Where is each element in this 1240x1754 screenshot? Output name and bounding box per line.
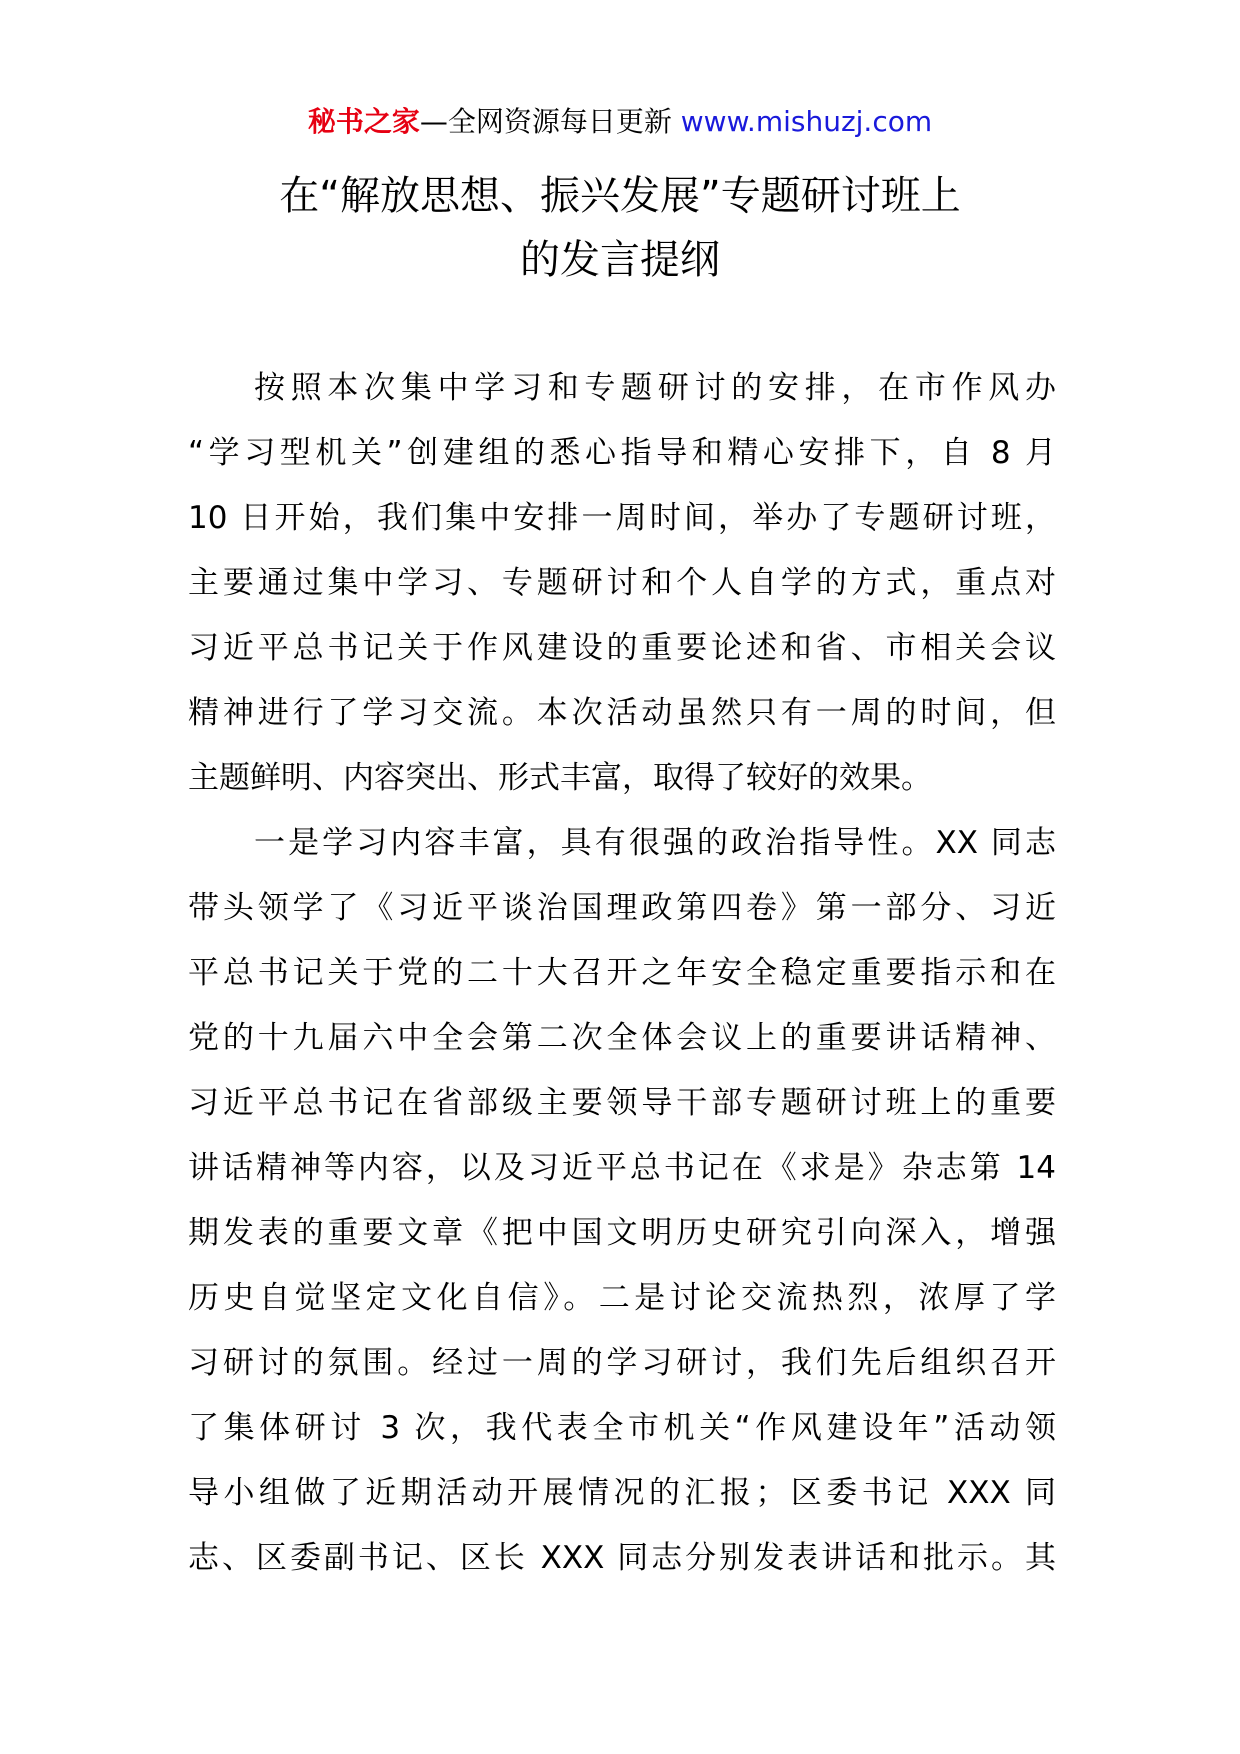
body-line: 主要通过集中学习、专题研讨和个人自学的方式，重点对 [188,565,1056,601]
site-url[interactable]: www.mishuzj.com [680,105,933,138]
body-line: 一是学习内容丰富，具有很强的政治指导性。XX 同志 [254,825,1056,861]
title-line-1: 在“解放思想、振兴发展”专题研讨班上 [279,173,961,219]
body-line: 讲话精神等内容，以及习近平总书记在《求是》杂志第 14 [188,1150,1056,1186]
body-line: 按照本次集中学习和专题研讨的安排，在市作风办 [254,370,1056,406]
body-line: 习近平总书记关于作风建设的重要论述和省、市相关会议 [188,630,1056,666]
body-line: 历史自觉坚定文化自信》。二是讨论交流热烈，浓厚了学 [188,1280,1056,1316]
body-line: 精神进行了学习交流。本次活动虽然只有一周的时间，但 [188,695,1056,731]
body-line: 志、区委副书记、区长 XXX 同志分别发表讲话和批示。其 [188,1540,1056,1576]
body-line: 主题鲜明、内容突出、形式丰富，取得了较好的效果。 [188,760,932,796]
body-line: 习近平总书记在省部级主要领导干部专题研讨班上的重要 [188,1085,1056,1121]
body-line: 习研讨的氛围。经过一周的学习研讨，我们先后组织召开 [188,1345,1056,1381]
body-line: “学习型机关”创建组的悉心指导和精心安排下，自 8 月 [188,435,1056,471]
title-line-2: 的发言提纲 [520,237,720,283]
body-line: 带头领学了《习近平谈治国理政第四卷》第一部分、习近 [188,890,1056,926]
body-line: 导小组做了近期活动开展情况的汇报；区委书记 XXX 同 [188,1475,1056,1511]
body-line: 了集体研讨 3 次，我代表全市机关“作风建设年”活动领 [188,1410,1056,1446]
body-line: 期发表的重要文章《把中国文明历史研究引向深入，增强 [188,1215,1056,1251]
body-line: 10 日开始，我们集中安排一周时间，举办了专题研讨班， [188,500,1056,536]
body-line: 党的十九届六中全会第二次全体会议上的重要讲话精神、 [188,1020,1056,1056]
site-brand: 秘书之家 [307,105,420,138]
document-title [160,164,1080,292]
document-body [188,356,1056,1591]
body-line: 平总书记关于党的二十大召开之年安全稳定重要指示和在 [188,955,1056,991]
site-tagline: —全网资源每日更新 [419,105,681,138]
site-header [0,102,1240,142]
